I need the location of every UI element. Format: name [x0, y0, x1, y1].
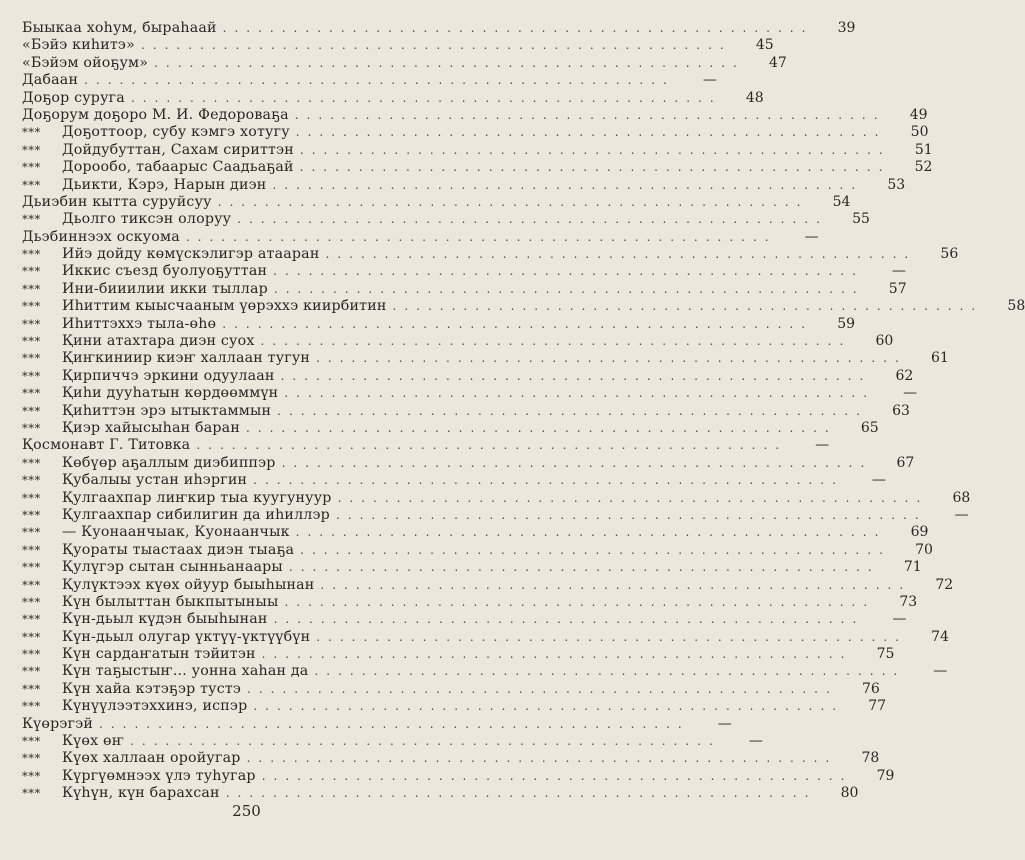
entry-page-number: — — [815, 437, 830, 454]
dot-leader: .................................................. — [299, 160, 891, 175]
asterisk-marker: *** — [22, 247, 41, 262]
entry-title: Күн-дьыл күдэн быыһынан — [62, 611, 268, 628]
entry-page-number: 80 — [840, 785, 859, 802]
toc-entry — [22, 141, 933, 159]
entry-title: Доҕор суруга — [22, 89, 125, 106]
toc-entry — [22, 37, 774, 54]
entry-title: Күнүүлээтэххинэ, испэр — [62, 698, 248, 715]
toc-entry — [22, 350, 949, 367]
entry-page-number: — — [702, 72, 717, 89]
entry-page-number: 60 — [875, 333, 894, 350]
entry-page-number: 59 — [837, 315, 856, 332]
asterisk-marker: *** — [22, 351, 41, 366]
entry-page-number: 47 — [769, 54, 787, 71]
page-number: 250 — [232, 802, 261, 820]
entry-page-number: 61 — [930, 350, 949, 367]
toc-entry — [22, 733, 763, 750]
entry-title: Дорообо, табаарыс Саадьаҕай — [62, 159, 294, 176]
asterisk-marker: *** — [22, 786, 41, 801]
entry-title: Күн таҕыстыҥ... уонна хаһан да — [62, 663, 309, 680]
dot-leader: .................................................. — [294, 107, 886, 122]
toc-entry — [22, 298, 1025, 315]
entry-page-number: 71 — [903, 559, 922, 576]
asterisk-marker: *** — [22, 403, 41, 418]
entry-title: — Куонаанчыак, Куонаанчык — [62, 524, 290, 541]
toc-entry — [22, 489, 971, 507]
toc-entry — [22, 750, 880, 767]
entry-page-number: — — [892, 611, 907, 628]
dot-leader: .................................................. — [253, 473, 844, 488]
asterisk-marker: *** — [22, 594, 41, 609]
dot-leader: .................................................. — [130, 90, 722, 105]
dot-leader: .................................................. — [314, 664, 906, 679]
toc-entry — [22, 385, 918, 402]
entry-title: Қулүгэр сытан сынньанаары — [62, 559, 283, 576]
toc-entry — [22, 106, 928, 124]
toc-entry — [22, 506, 969, 524]
entry-title: Быыкаа хоһум, быраһаай — [22, 20, 217, 36]
dot-leader: .................................................. — [280, 368, 872, 383]
entry-page-number: 57 — [888, 280, 907, 297]
entry-page-number: 52 — [914, 159, 933, 176]
entry-title: Дьэбиннээх оскуома — [22, 228, 180, 245]
entry-title: Көбүөр аҕаллым диэбиппэр — [62, 454, 276, 471]
entry-title: Қиһиттэн эрэ ытыктаммын — [62, 402, 272, 419]
entry-title: Иккис съезд буолуоҕуттан — [62, 263, 268, 280]
toc-entry — [22, 72, 717, 89]
entry-title: Қиһи дууһатын көрдөөммүн — [62, 385, 279, 402]
table-of-contents — [22, 20, 1025, 803]
asterisk-marker: *** — [22, 664, 41, 679]
entry-title: Қиэр хайысыһан баран — [62, 419, 240, 436]
entry-page-number: 50 — [910, 124, 929, 141]
entry-title: Күн хайа кэтэҕэр тустэ — [62, 680, 242, 697]
dot-leader: .................................................. — [273, 612, 865, 627]
toc-entry — [22, 541, 933, 559]
dot-leader: .................................................. — [300, 542, 891, 557]
entry-title: Дьолго тиксэн олоруу — [62, 211, 232, 228]
dot-leader: .................................................. — [154, 55, 745, 70]
entry-title: Доҕорум доҕоро М. И. Федороваҕа — [22, 106, 289, 123]
asterisk-marker: *** — [22, 264, 41, 279]
entry-page-number: 58 — [1007, 298, 1025, 315]
dot-leader: .................................................. — [130, 734, 721, 749]
entry-page-number: 77 — [868, 698, 887, 715]
entry-title: Доҕоттоор, субу кэмгэ хотугу — [62, 124, 290, 141]
toc-entry — [22, 472, 886, 489]
entry-page-number: 73 — [899, 593, 918, 610]
toc-entry — [22, 680, 880, 698]
dot-leader: .................................................. — [237, 212, 828, 227]
toc-entry — [22, 20, 856, 37]
entry-title: Күһүн, күн барахсан — [62, 785, 220, 802]
dot-leader: .................................................. — [247, 681, 838, 696]
dot-leader: .................................................. — [217, 194, 809, 209]
entry-title: Қосмонавт Г. Титовка — [22, 437, 191, 454]
entry-page-number: 67 — [896, 454, 915, 471]
dot-leader: .................................................. — [295, 525, 887, 540]
entry-page-number: — — [871, 472, 886, 489]
entry-title: Ини-бииилии икки тыллар — [62, 280, 268, 297]
entry-title: Күн сардаҥатын тэйитэн — [62, 646, 256, 663]
toc-entry — [22, 419, 879, 437]
asterisk-marker: *** — [22, 647, 41, 662]
entry-title: Қулгаахпар сибилигин да иһиллэр — [62, 506, 330, 523]
toc-entry — [22, 228, 819, 246]
entry-page-number: — — [748, 733, 763, 750]
entry-title: Дойдубуттан, Сахам сириттэн — [62, 141, 294, 158]
asterisk-marker: *** — [22, 768, 41, 783]
dot-leader: .................................................. — [260, 334, 852, 349]
entry-title: Дьикти, Кэрэ, Нарын диэн — [62, 176, 267, 193]
entry-page-number: 49 — [909, 106, 928, 123]
toc-entry — [22, 124, 929, 141]
asterisk-marker: *** — [22, 612, 41, 627]
dot-leader: .................................................. — [196, 438, 788, 453]
entry-title: Қирпиччэ эркини одуулаан — [62, 367, 275, 384]
toc-entry — [22, 559, 922, 576]
entry-page-number: 65 — [860, 419, 879, 436]
dot-leader: .................................................. — [253, 699, 845, 714]
asterisk-marker: *** — [22, 125, 41, 140]
entry-title: Иһиттэххэ тыла-өһө — [62, 315, 217, 332]
entry-title: Дабаан — [22, 72, 79, 89]
dot-leader: .................................................. — [273, 264, 864, 279]
entry-title: Күн-дьыл олугар үктүү-үктүүбүн — [62, 628, 311, 645]
toc-entry — [22, 698, 887, 715]
toc-entry — [22, 402, 910, 420]
toc-entry — [22, 193, 851, 211]
entry-title: Қиҥкиниир киэҥ халлаан тугун — [62, 350, 311, 367]
toc-entry — [22, 246, 959, 263]
dot-leader: .................................................. — [337, 490, 929, 505]
toc-entry — [22, 333, 894, 350]
dot-leader: .................................................. — [295, 125, 887, 140]
asterisk-marker: *** — [22, 699, 41, 714]
dot-leader: .................................................. — [316, 629, 907, 644]
entry-page-number: 70 — [915, 541, 933, 558]
entry-page-number: 68 — [952, 489, 971, 506]
entry-page-number: 63 — [892, 402, 910, 419]
toc-entry — [22, 646, 895, 663]
entry-page-number: 48 — [745, 89, 764, 106]
dot-leader: .................................................. — [140, 38, 732, 53]
entry-title: Күөх өҥ — [62, 733, 125, 750]
dot-leader: .................................................. — [272, 177, 864, 192]
asterisk-marker: *** — [22, 751, 41, 766]
asterisk-marker: *** — [22, 542, 41, 557]
entry-title: Қулгаахпар лиҥкир тыа куугунуур — [62, 489, 332, 506]
asterisk-marker: *** — [22, 629, 41, 644]
entry-page-number: 75 — [876, 646, 895, 663]
dot-leader: .................................................. — [392, 299, 984, 314]
toc-entry — [22, 767, 895, 785]
asterisk-marker: *** — [22, 299, 41, 314]
dot-leader: .................................................. — [261, 768, 853, 783]
asterisk-marker: *** — [22, 281, 41, 296]
dot-leader: .................................................. — [284, 594, 876, 609]
entry-page-number: — — [933, 663, 948, 680]
entry-page-number: 54 — [832, 193, 851, 210]
entry-page-number: — — [954, 506, 969, 523]
dot-leader: .................................................. — [316, 351, 907, 366]
toc-entry — [22, 54, 787, 72]
toc-entry — [22, 593, 918, 611]
dot-leader: .................................................. — [99, 716, 690, 731]
asterisk-marker: *** — [22, 386, 41, 401]
entry-title: Күөх халлаан оройугар — [62, 750, 241, 767]
toc-entry — [22, 715, 732, 733]
entry-title: Қуораты тыастаах диэн тыаҕа — [62, 541, 295, 558]
toc-entry — [22, 315, 856, 333]
asterisk-marker: *** — [22, 455, 41, 470]
entry-page-number: 74 — [931, 628, 949, 645]
entry-page-number: 72 — [935, 576, 954, 593]
asterisk-marker: *** — [22, 473, 41, 488]
entry-title: Ийэ дойду көмүскэлигэр атааран — [62, 246, 320, 263]
dot-leader: .................................................. — [281, 455, 873, 470]
dot-leader: .................................................. — [261, 647, 853, 662]
dot-leader: .................................................. — [225, 786, 817, 801]
dot-leader: .................................................. — [335, 507, 927, 522]
toc-entry — [22, 785, 859, 802]
entry-page-number: — — [903, 385, 918, 402]
toc-entry — [22, 524, 929, 541]
asterisk-marker: *** — [22, 507, 41, 522]
entry-page-number: 76 — [861, 680, 880, 697]
dot-leader: .................................................. — [277, 403, 868, 418]
dot-leader: .................................................. — [284, 386, 876, 401]
dot-leader: .................................................. — [185, 229, 777, 244]
entry-page-number: 53 — [887, 176, 906, 193]
asterisk-marker: *** — [22, 142, 41, 157]
toc-entry — [22, 576, 954, 594]
entry-title: «Бэйэм ойоҕум» — [22, 54, 149, 71]
entry-page-number: 79 — [876, 767, 895, 784]
asterisk-marker: *** — [22, 560, 41, 575]
entry-page-number: 78 — [861, 750, 880, 767]
toc-entry — [22, 89, 764, 107]
toc-entry — [22, 367, 914, 385]
dot-leader: .................................................. — [299, 142, 891, 157]
entry-title: Дьиэбин кытта суруйсуу — [22, 193, 212, 210]
dot-leader: .................................................. — [245, 420, 837, 435]
asterisk-marker: *** — [22, 525, 41, 540]
entry-page-number: 39 — [837, 20, 856, 36]
asterisk-marker: *** — [22, 334, 41, 349]
dot-leader: .................................................. — [246, 751, 838, 766]
entry-title: Күн былыттан быкпытыныы — [62, 593, 279, 610]
dot-leader: .................................................. — [273, 281, 865, 296]
asterisk-marker: *** — [22, 160, 41, 175]
entry-page-number: — — [717, 715, 732, 732]
toc-entry — [22, 263, 906, 280]
dot-leader: .................................................. — [325, 247, 917, 262]
asterisk-marker: *** — [22, 681, 41, 696]
asterisk-marker: *** — [22, 734, 41, 749]
asterisk-marker: *** — [22, 577, 41, 592]
entry-page-number: 69 — [910, 524, 929, 541]
entry-title: Күөрэгэй — [22, 715, 93, 732]
asterisk-marker: *** — [22, 316, 41, 331]
toc-entry — [22, 663, 948, 680]
entry-title: Қулүктээх күөх ойуур быыһынан — [62, 576, 315, 593]
toc-entry — [22, 159, 933, 176]
dot-leader: .................................................. — [222, 21, 814, 35]
entry-page-number: 55 — [852, 211, 870, 228]
entry-title: Қини атахтара диэн суох — [62, 333, 255, 350]
asterisk-marker: *** — [22, 420, 41, 435]
entry-page-number: 62 — [895, 367, 914, 384]
toc-entry — [22, 211, 870, 228]
toc-entry — [22, 628, 949, 646]
entry-title: «Бэйэ киһитэ» — [22, 37, 135, 54]
dot-leader: .................................................. — [320, 577, 912, 592]
dot-leader: .................................................. — [288, 560, 880, 575]
entry-page-number: — — [891, 263, 906, 280]
toc-entry — [22, 437, 830, 454]
entry-title: Иһиттим кыысчааным үөрэххэ киирбитин — [62, 298, 387, 315]
asterisk-marker: *** — [22, 212, 41, 227]
entry-page-number: 56 — [940, 246, 959, 263]
toc-entry — [22, 611, 907, 628]
asterisk-marker: *** — [22, 490, 41, 505]
toc-entry — [22, 280, 907, 298]
entry-title: Қубалыы устан иһэргин — [62, 472, 248, 489]
toc-entry — [22, 454, 915, 472]
dot-leader: .................................................. — [84, 73, 675, 88]
entry-page-number: — — [804, 228, 819, 245]
asterisk-marker: *** — [22, 368, 41, 383]
entry-title: Күргүөмнээх үлэ туһугар — [62, 767, 256, 784]
entry-page-number: 51 — [914, 141, 933, 158]
toc-entry — [22, 176, 906, 194]
asterisk-marker: *** — [22, 177, 41, 192]
dot-leader: .................................................. — [222, 316, 814, 331]
entry-page-number: 45 — [755, 37, 774, 54]
